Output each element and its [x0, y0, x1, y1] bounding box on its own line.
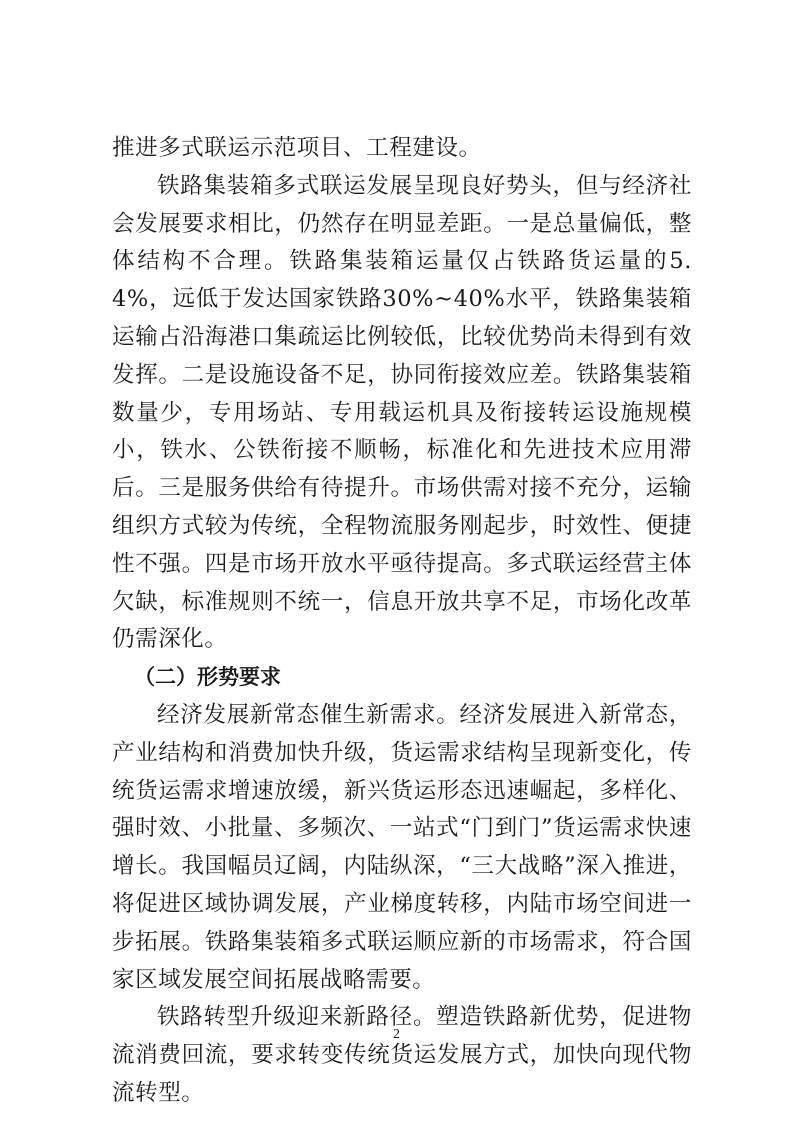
paragraph-current-status: 铁路集装箱多式联运发展呈现良好势头，但与经济社会发展要求相比，仍然存在明显差距。一是总量偏低，整体结构不合理。铁路集装箱运量仅占铁路货运量的5.4%，远低于发达国家铁路30%~40%水平，铁路集装箱运输占沿海港口集疏运比例较低，比较优势尚未得到有效发挥。二是设施设备不足，协同衔接效应差。铁路集装箱数量少，专用场站、专用载运机具及衔接转运设施规模小，铁水、公铁衔接不顺畅，标准化和先进技术应用滞后。三是服务供给有待提升。市场供需对接不充分，运输组织方式较为传统，全程物流服务刚起步，时效性、便捷性不强。四是市场开放水平亟待提高。多式联运经营主体欠缺，标准规则不统一，信息开放共享不足，市场化改革仍需深化。	[112, 172, 692, 653]
paragraph-economic-demand: 经济发展新常态催生新需求。经济发展进入新常态，产业结构和消费加快升级，货运需求结构呈现新变化，传统货运需求增速放缓，新兴货运形态迅速崛起，多样化、强时效、小批量、多频次、一站式“门到门”货运需求快速增长。我国幅员辽阔，内陆纵深，“三大战略”深入推进，将促进区域协调发展，产业梯度转移，内陆市场空间进一步拓展。铁路集装箱多式联运顺应新的市场需求，符合国家区域发展空间拓展战略需要。	[112, 701, 692, 993]
page-number: 2	[393, 1027, 400, 1042]
paragraph-continuation: 推进多式联运示范项目、工程建设。	[112, 135, 482, 161]
section-heading: （二）形势要求	[134, 665, 281, 690]
paragraph-railway-transformation: 铁路转型升级迎来新路径。塑造铁路新优势，促进物流消费回流，要求转变传统货运发展方式，加快向现代物流转型。	[112, 1004, 692, 1106]
document-body	[112, 130, 692, 1113]
